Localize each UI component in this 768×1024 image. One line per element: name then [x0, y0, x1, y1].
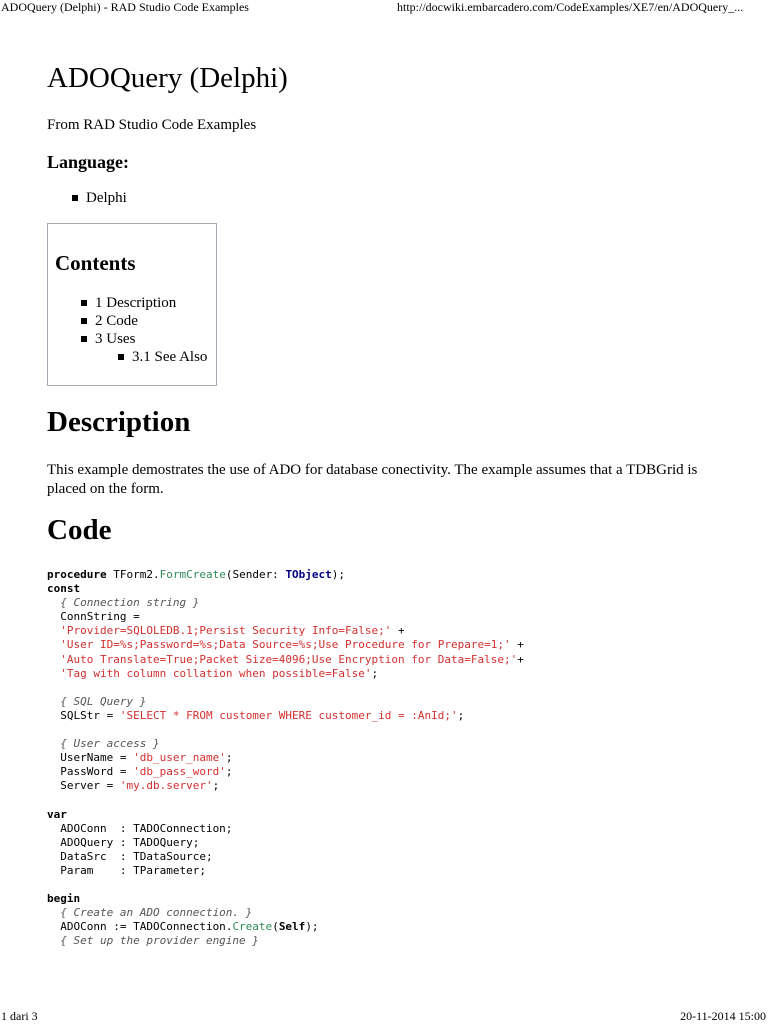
code-string: 'User ID=%s;Password=%s;Data Source=%s;Use Procedure for Prepare=1;' — [60, 638, 511, 652]
code-text: ADOConn := TADOConnection. — [47, 920, 233, 934]
bullet-icon — [81, 336, 87, 342]
code-string: 'my.db.server' — [119, 779, 213, 793]
code-text: (Sender: — [225, 568, 286, 581]
code-text: UserName = — [47, 751, 134, 765]
toc-title: Contents — [55, 251, 136, 275]
code-string: 'SELECT * FROM customer WHERE customer_id = :AnId;' — [119, 708, 458, 722]
language-label: Delphi — [86, 190, 127, 206]
code-comment: { Create an ADO connection. } — [47, 906, 253, 920]
code-text: ADOConn : TADOConnection; — [47, 821, 233, 835]
header-url: http://docwiki.embarcadero.com/CodeExamples/XE7/en/ADOQuery_... — [397, 0, 744, 14]
code-keyword: procedure — [47, 568, 107, 581]
code-comment: { Connection string } — [47, 596, 200, 610]
code-string: 'Auto Translate=True;Packet Size=4096;Use Encryption for Data=False;' — [60, 652, 518, 666]
code-text: ; — [457, 708, 465, 722]
description-text: This example demostrates the use of ADO for database conectivity. The example assumes that a TDBGrid is placed on the form. — [47, 462, 698, 497]
code-text: ConnString = — [47, 610, 140, 624]
code-keyword: begin — [47, 892, 81, 906]
toc-link[interactable]: 3 Uses — [95, 331, 136, 347]
code-text: PassWord = — [47, 765, 134, 779]
code-function: FormCreate — [159, 568, 226, 581]
code-type: TObject — [285, 568, 332, 581]
bullet-icon — [118, 354, 124, 360]
toc-link[interactable]: 1 Description — [95, 295, 177, 311]
code-comment: { User access } — [47, 737, 160, 751]
code-heading: Code — [47, 514, 112, 546]
code-text: Param : TParameter; — [47, 863, 206, 877]
page-subtitle: From RAD Studio Code Examples — [47, 117, 257, 133]
code-block — [47, 568, 524, 949]
code-function: Create — [232, 920, 273, 934]
footer-page-count: 1 dari 3 — [1, 1009, 38, 1023]
code-string: 'db_pass_word' — [133, 765, 226, 779]
code-text: ADOQuery : TADOQuery; — [47, 835, 200, 849]
toc-link[interactable]: 2 Code — [95, 313, 138, 329]
description-heading: Description — [47, 406, 191, 438]
language-heading: Language: — [47, 152, 130, 172]
code-text: ); — [305, 920, 319, 934]
code-keyword: var — [47, 807, 67, 821]
code-text: + — [517, 652, 524, 666]
code-text: + — [510, 638, 524, 652]
page-title: ADOQuery (Delphi) — [47, 62, 288, 94]
header-title: ADOQuery (Delphi) - RAD Studio Code Examples — [1, 0, 249, 14]
code-keyword: const — [47, 582, 81, 596]
code-text: ; — [212, 779, 220, 793]
code-string: 'db_user_name' — [133, 751, 226, 765]
footer-datetime: 20-11-2014 15:00 — [680, 1009, 766, 1023]
code-text: + — [391, 624, 405, 638]
code-text: ; — [371, 666, 379, 680]
code-string: 'Tag with column collation when possible=False' — [60, 666, 372, 680]
code-text: ( — [272, 920, 279, 934]
code-text: ; — [225, 765, 233, 779]
bullet-icon — [72, 195, 78, 201]
code-text: Server = — [47, 779, 120, 793]
code-comment: { SQL Query } — [47, 694, 147, 708]
language-item[interactable] — [72, 190, 127, 207]
toc-item-description[interactable] — [81, 294, 207, 312]
toc-list — [81, 294, 207, 366]
table-of-contents — [47, 223, 217, 386]
bullet-icon — [81, 300, 87, 306]
code-string: 'Provider=SQLOLEDB.1;Persist Security Info=False;' — [60, 624, 392, 638]
code-text: DataSrc : TDataSource; — [47, 849, 213, 863]
toc-link[interactable]: 3.1 See Also — [132, 349, 208, 365]
code-text: ); — [331, 568, 346, 581]
code-keyword: Self — [278, 920, 306, 934]
bullet-icon — [81, 318, 87, 324]
code-text: TForm2. — [106, 568, 160, 581]
code-text: SQLStr = — [47, 708, 120, 722]
toc-item-code[interactable] — [81, 312, 207, 330]
code-text: ; — [225, 751, 233, 765]
code-comment: { Set up the provider engine } — [47, 934, 259, 948]
toc-item-uses[interactable] — [81, 330, 207, 348]
toc-item-see-also[interactable] — [81, 348, 207, 366]
